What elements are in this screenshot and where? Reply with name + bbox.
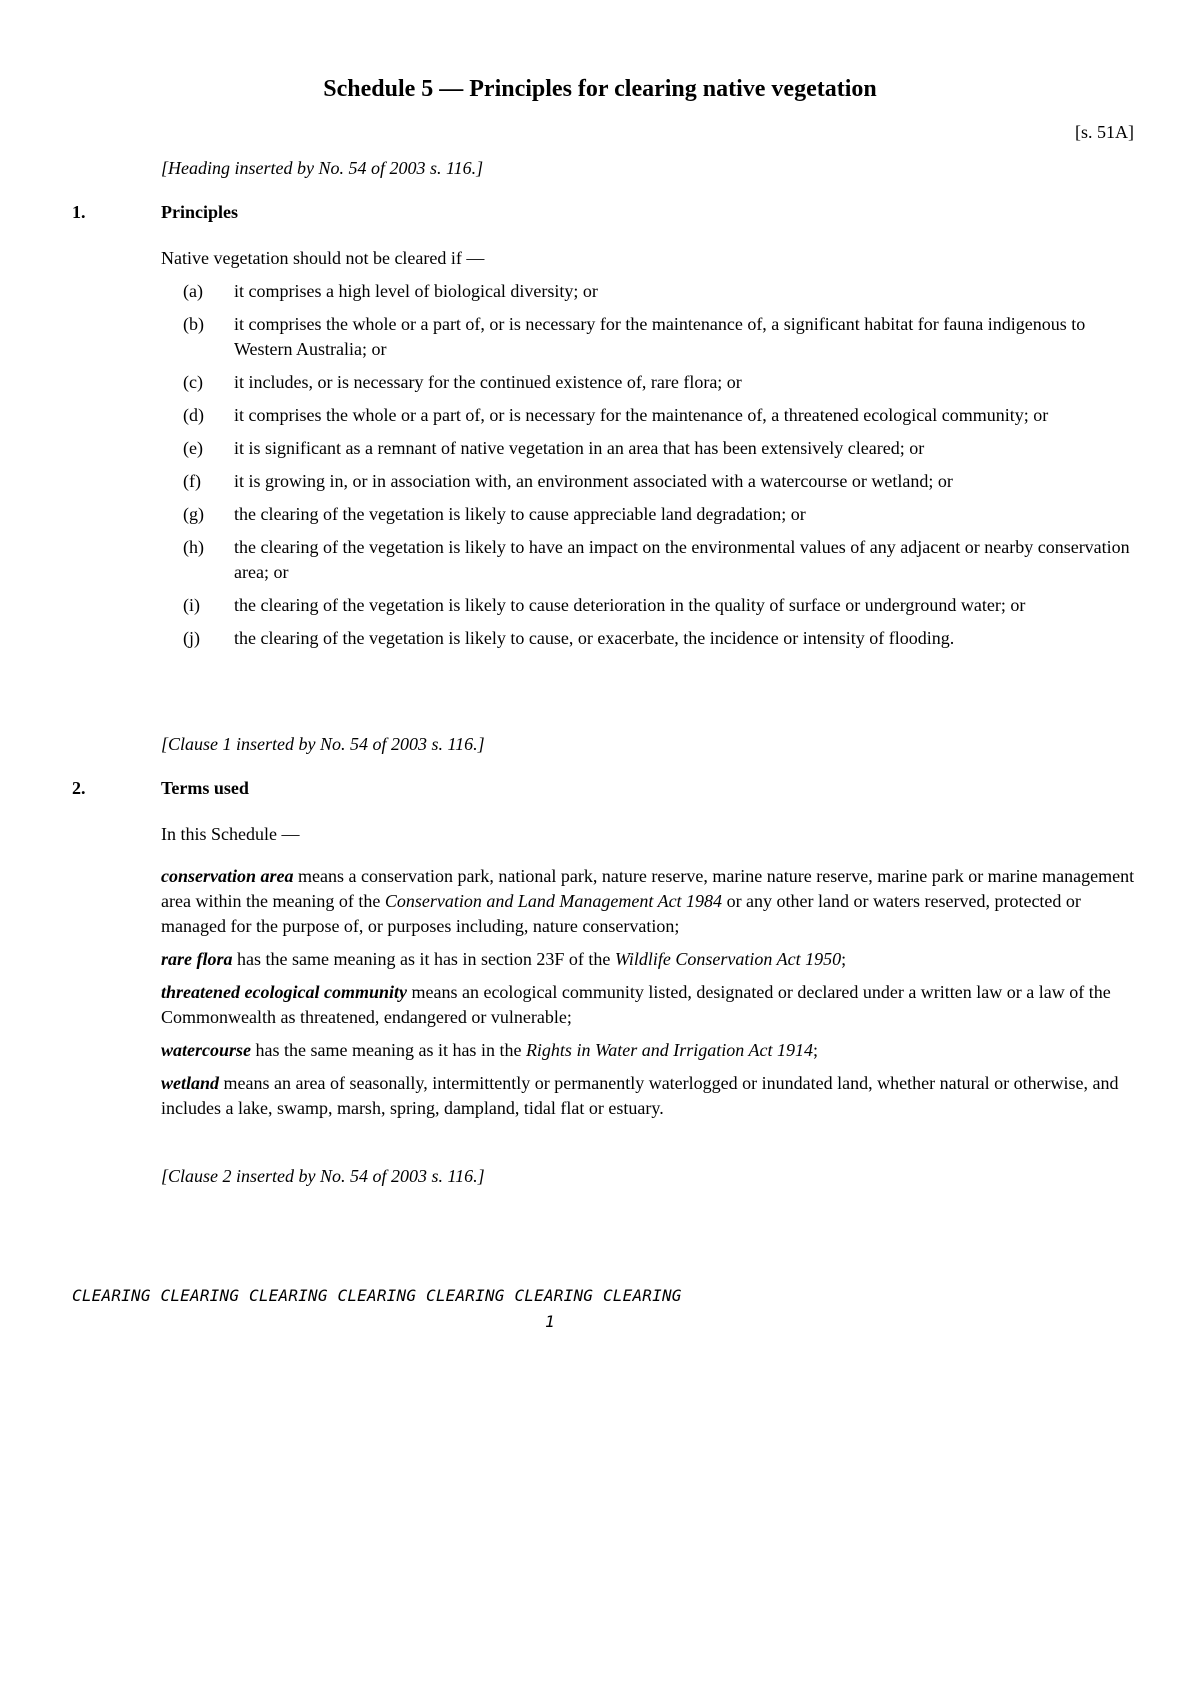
item-text: it is growing in, or in association with, an environment associated with a watercourse or wetland; or — [234, 471, 953, 491]
footer-repeat-text: CLEARING CLEARING CLEARING CLEARING CLEARING CLEARING CLEARING — [72, 1286, 682, 1305]
definition-term: wetland — [161, 1073, 220, 1093]
item-text: it is significant as a remnant of native vegetation in an area that has been extensively cleared; or — [234, 438, 925, 458]
definition-term: threatened ecological community — [161, 982, 407, 1002]
clause-2-number: 2. — [72, 778, 86, 798]
clause-1-heading: Principles — [161, 202, 238, 222]
list-item — [161, 312, 1141, 362]
list-item — [161, 370, 1141, 395]
clause-2-heading: Terms used — [161, 778, 249, 798]
list-item — [161, 469, 1141, 494]
list-item — [161, 436, 1141, 461]
definition-watercourse — [161, 1038, 1141, 1063]
definition-text: has the same meaning as it has in the — [251, 1040, 526, 1060]
item-label: (j) — [183, 628, 200, 648]
definition-conservation-area — [161, 864, 1141, 939]
item-label: (e) — [183, 438, 203, 458]
item-text: the clearing of the vegetation is likely to have an impact on the environmental values of any adjacent or nearby conservation area; or — [234, 537, 1130, 582]
definition-text: has the same meaning as it has in section 23F of the — [232, 949, 615, 969]
section-reference: [s. 51A] — [1075, 122, 1134, 142]
definition-text: means a conservation park, national park, nature reserve, marine nature reserve, marine park or marine management area within the meaning of the — [161, 866, 1135, 911]
item-text: it comprises the whole or a part of, or is necessary for the maintenance of, a significant habitat for fauna indigenous to Western Australia; or — [234, 314, 1086, 359]
item-text: the clearing of the vegetation is likely to cause appreciable land degradation; or — [234, 504, 806, 524]
heading-note: [Heading inserted by No. 54 of 2003 s. 116.] — [161, 158, 484, 178]
page-number: 1 — [545, 1312, 555, 1331]
list-item — [161, 403, 1141, 428]
clause-2-note: [Clause 2 inserted by No. 54 of 2003 s. 116.] — [161, 1166, 485, 1186]
definition-wetland — [161, 1071, 1141, 1121]
list-item — [161, 279, 1141, 304]
clause-1-number: 1. — [72, 202, 86, 222]
definition-term: conservation area — [161, 866, 294, 886]
list-item — [161, 502, 1141, 527]
item-label: (a) — [183, 281, 203, 301]
item-text: it includes, or is necessary for the continued existence of, rare flora; or — [234, 372, 742, 392]
act-title: Wildlife Conservation Act 1950 — [614, 949, 842, 969]
definition-term: rare flora — [161, 949, 233, 969]
definition-rare-flora — [161, 947, 1141, 972]
act-title: Rights in Water and Irrigation Act 1914 — [525, 1040, 813, 1060]
definition-term: watercourse — [161, 1040, 251, 1060]
item-label: (b) — [183, 314, 204, 334]
definition-text-end: or any other land or waters reserved, protected or managed for the purpose of, or purposes including, nature conservation; — [161, 891, 1081, 936]
definition-text-end: ; — [841, 949, 847, 969]
item-text: the clearing of the vegetation is likely to cause, or exacerbate, the incidence or intensity of flooding. — [234, 628, 955, 648]
item-text: it comprises the whole or a part of, or is necessary for the maintenance of, a threatened ecological community; or — [234, 405, 1049, 425]
page-title: Schedule 5 — Principles for clearing native vegetation — [323, 76, 877, 102]
definitions-list — [161, 864, 1141, 1129]
definition-text-end: ; — [812, 1040, 818, 1060]
list-item — [161, 626, 1141, 651]
item-label: (f) — [183, 471, 201, 491]
item-text: it comprises a high level of biological diversity; or — [234, 281, 598, 301]
clause-2-intro: In this Schedule — — [161, 824, 300, 844]
definition-text: means an area of seasonally, intermittently or permanently waterlogged or inundated land, whether natural or otherwise, and includes a lake, swamp, marsh, spring, dampland, tidal flat or estuary. — [161, 1073, 1119, 1118]
item-text: the clearing of the vegetation is likely to cause deterioration in the quality of surface or underground water; or — [234, 595, 1026, 615]
definition-text: means an ecological community listed, designated or declared under a written law or a law of the Commonwealth as threatened, endangered or vulnerable; — [161, 982, 1111, 1027]
item-label: (d) — [183, 405, 204, 425]
item-label: (i) — [183, 595, 200, 615]
item-label: (g) — [183, 504, 204, 524]
act-title: Conservation and Land Management Act 1984 — [384, 891, 723, 911]
item-label: (c) — [183, 372, 203, 392]
definition-threatened-ecological-community — [161, 980, 1141, 1030]
clause-1-note: [Clause 1 inserted by No. 54 of 2003 s. 116.] — [161, 734, 485, 754]
item-label: (h) — [183, 537, 204, 557]
list-item — [161, 593, 1141, 618]
clause-1-intro: Native vegetation should not be cleared if — — [161, 248, 485, 268]
list-item — [161, 535, 1141, 585]
principles-list — [161, 279, 1141, 659]
